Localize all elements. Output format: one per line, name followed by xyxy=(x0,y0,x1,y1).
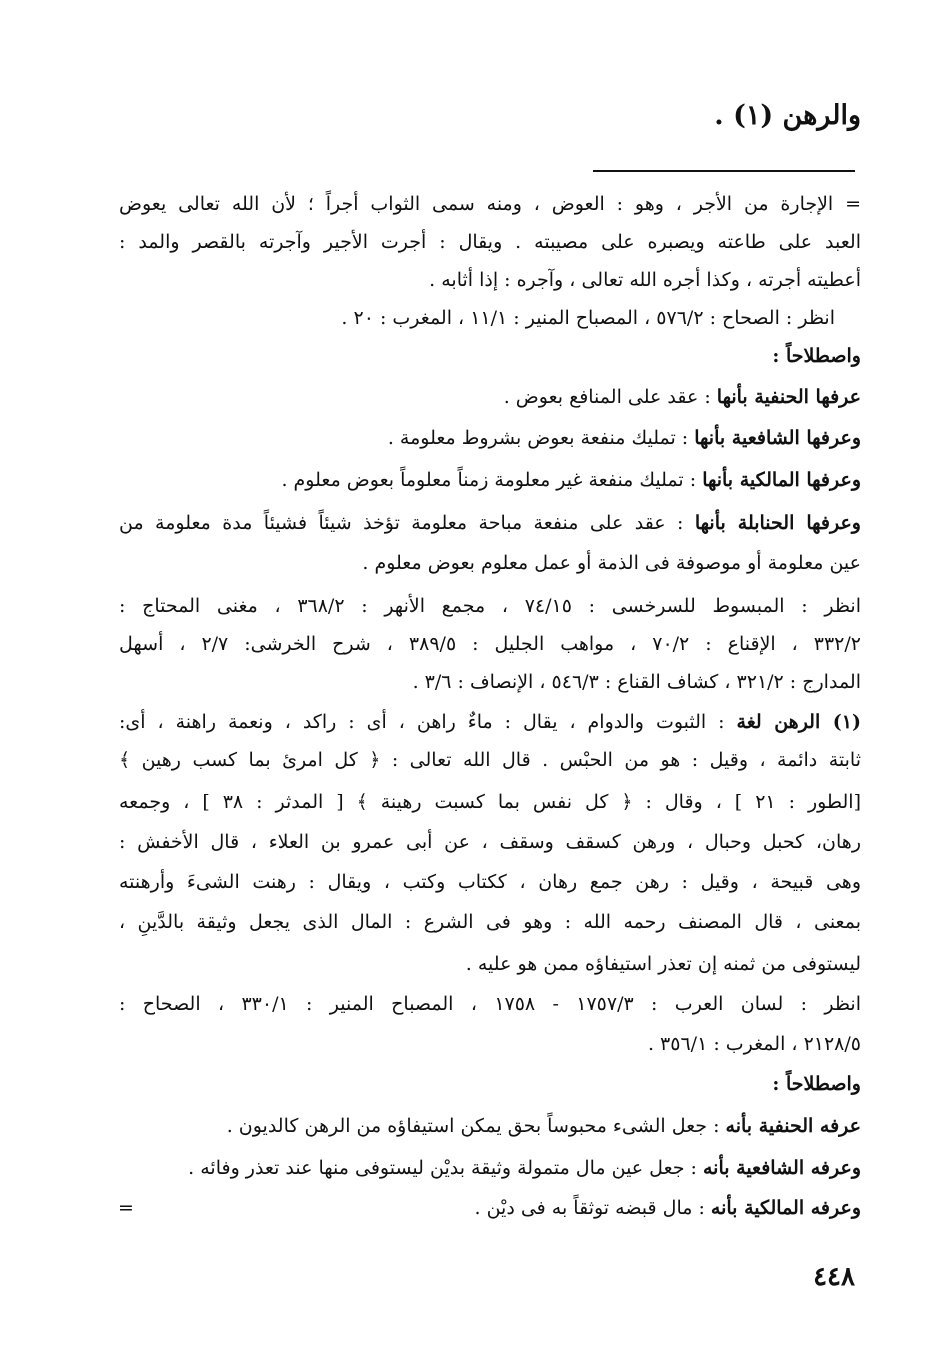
footnote-line: أعطيته أجرته ، وكذا أجره الله تعالى ، وآجره : إذا أثابه . xyxy=(429,269,861,291)
definition-shafii xyxy=(119,1156,861,1180)
footnote-line: العبد على طاعته ويصبره على مصيبته . ويقال : أجرت الأجير وآجرته بالقصر والمد : xyxy=(119,231,861,253)
definition-text: : جعل الشىء محبوساً بحق يمكن استيفاؤه من الرهن كالديون . xyxy=(226,1115,726,1137)
definition-text: : مال قبضه توثقاً به فى ديْن . xyxy=(474,1197,711,1219)
footnote-line: وهى قبيحة ، وقيل : رهن جمع رهان ، ككتاب وكتب ، ويقال : رهنت الشىءَ وأرهنته xyxy=(119,871,861,893)
definition-hanafi xyxy=(119,1114,861,1138)
continuation-mark: = xyxy=(118,1197,134,1219)
definition-label: وعرفه الشافعية بأنه xyxy=(702,1157,861,1179)
page-number: ٤٤٨ xyxy=(813,1262,855,1292)
footnote-line: ثابتة دائمة ، وقيل : هو من الحبْس . قال الله تعالى : ﴿ كل امرئ بما كسب رهين ﴾ xyxy=(119,749,861,771)
footnote-references: انظر : الصحاح : ٥٧٦/٢ ، المصباح المنير : ١١/١ ، المغرب : ٢٠ . xyxy=(341,307,835,329)
definition-text: : عقد على منفعة مباحة معلومة تؤخذ شيئاً فشيئاً مدة معلومة من xyxy=(119,512,695,534)
footnote-line: [الطور : ٢١ ] ، وقال : ﴿ كل نفس بما كسبت رهينة ﴾ [ المدثر : ٣٨ ] ، وجمعه xyxy=(119,791,862,813)
footnote-lead-label: (١) الرهن لغة xyxy=(736,711,861,733)
footnote-references: انظر : المبسوط للسرخسى : ٧٤/١٥ ، مجمع الأنهر : ٣٦٨/٢ ، مغنى المحتاج : xyxy=(119,595,861,617)
definition-hanbali xyxy=(119,511,861,535)
definition-label: عرفها الحنفية بأنها xyxy=(716,386,861,408)
main-text-line: والرهن (١) . xyxy=(714,100,861,131)
footnote-separator xyxy=(593,170,855,172)
definition-heading: واصطلاحاً : xyxy=(772,1073,861,1095)
definition-label: وعرفه المالكية بأنه xyxy=(710,1197,861,1219)
footnote-text: : الثبوت والدوام ، يقال : ماءٌ راهن ، أى : راكد ، ونعمة راهنة ، أى: xyxy=(119,711,737,733)
definition-label: وعرفها الشافعية بأنها xyxy=(694,427,861,449)
definition-hanafi xyxy=(119,385,861,409)
footnote-line: رهان، كحبل وحبال ، ورهن كسقف وسقف ، عن أبى عمرو بن العلاء ، قال الأخفش : xyxy=(119,831,861,853)
definition-text: : تمليك منفعة غير معلومة زمناً معلوماً بعوض معلوم . xyxy=(281,469,703,491)
definition-maliki xyxy=(119,1196,861,1220)
footnote-references: ٣٣٢/٢ ، الإقناع : ٧٠/٢ ، مواهب الجليل : ٣٨٩/٥ ، شرح الخرشى: ٢/٧ ، أسهل xyxy=(119,633,861,655)
definition-maliki xyxy=(119,468,861,492)
footnote-references: المدارج : ٣٢١/٢ ، كشاف القناع : ٥٤٦/٣ ، الإنصاف : ٣/٦ . xyxy=(412,671,861,693)
footnote-references: ٢١٢٨/٥ ، المغرب : ٣٥٦/١ . xyxy=(647,1033,861,1055)
definition-text: : تمليك منفعة بعوض بشروط معلومة . xyxy=(387,427,695,449)
footnote-line: عين معلومة أو موصوفة فى الذمة أو عمل معلوم بعوض معلوم . xyxy=(362,552,861,574)
definition-text: : عقد على المنافع بعوض . xyxy=(503,386,717,408)
definition-label: وعرفها المالكية بأنها xyxy=(702,469,861,491)
footnote-references: انظر : لسان العرب : ١٧٥٧/٣ - ١٧٥٨ ، المصباح المنير : ٣٣٠/١ ، الصحاح : xyxy=(119,993,861,1015)
definition-shafii xyxy=(119,426,861,450)
definition-label: وعرفها الحنابلة بأنها xyxy=(694,512,861,534)
footnote-line: ليستوفى من ثمنه إن تعذر استيفاؤه ممن هو عليه . xyxy=(465,953,861,975)
definition-heading: واصطلاحاً : xyxy=(772,345,861,367)
footnote-line: بمعنى ، قال المصنف رحمه الله : وهو فى الشرع : المال الذى يجعل وثيقة بالدَّينِ ، xyxy=(119,911,861,933)
definition-text: : جعل عين مال متمولة وثيقة بديْن ليستوفى منها عند تعذر وفائه . xyxy=(188,1157,703,1179)
footnote-line: = الإجارة من الأجر ، وهو : العوض ، ومنه سمى الثواب أجراً ؛ لأن الله تعالى يعوض xyxy=(119,193,861,215)
footnote-rahn-lead xyxy=(119,710,861,734)
definition-label: عرفه الحنفية بأنه xyxy=(725,1115,861,1137)
